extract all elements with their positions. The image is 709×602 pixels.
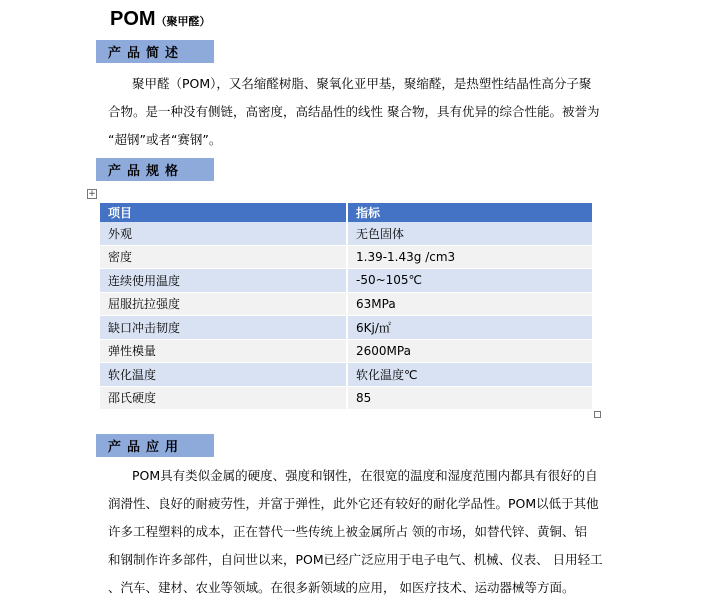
table-row [100, 339, 592, 363]
table-row [100, 269, 592, 293]
table-cell: 软化温度℃ [347, 363, 592, 387]
table-row [100, 386, 592, 410]
application-line-5: 、汽车、建材、农业等领域。在很多新领域的应用， 如医疗技术、运动器械等方面。 [108, 580, 575, 595]
intro-paragraph [108, 70, 608, 154]
spec-table [100, 203, 592, 410]
table-row [100, 363, 592, 387]
table-cell: 2600MPa [347, 339, 592, 363]
table-cell: -50~105℃ [347, 269, 592, 293]
section-heading-spec: 产品规格 [96, 158, 214, 181]
table-row [100, 316, 592, 340]
table-cell: 邵氏硬度 [100, 386, 347, 410]
table-header-row [100, 203, 592, 222]
table-row [100, 292, 592, 316]
move-icon[interactable]: + [88, 189, 96, 199]
table-cell: 1.39-1.43g /cm3 [347, 245, 592, 269]
section-heading-application: 产品应用 [96, 434, 214, 457]
application-line-1: POM具有类似金属的硬度、强度和钢性，在很宽的温度和湿度范围内都具有很好的自 [132, 468, 598, 483]
application-paragraph [108, 462, 608, 602]
table-cell: 85 [347, 386, 592, 410]
document-title [110, 8, 211, 31]
resize-icon[interactable] [594, 411, 601, 418]
table-cell: 密度 [100, 245, 347, 269]
title-main: POM [110, 8, 156, 30]
table-cell: 无色固体 [347, 222, 592, 245]
intro-line-1: 聚甲醛（POM），又名缩醛树脂、聚氧化亚甲基，聚缩醛，是热塑性结晶性高分子聚 [132, 76, 592, 91]
intro-line-2: 合物。是一种没有侧链，高密度，高结晶性的线性 聚合物，具有优异的综合性能。被誉为 [108, 104, 600, 119]
table-cell: 弹性模量 [100, 339, 347, 363]
table-cell: 软化温度 [100, 363, 347, 387]
title-sub: （聚甲醛） [155, 15, 211, 28]
table-cell: 连续使用温度 [100, 269, 347, 293]
table-cell: 6Kj/㎡ [347, 316, 592, 340]
table-row [100, 245, 592, 269]
application-line-2: 润滑性、良好的耐疲劳性，并富于弹性，此外它还有较好的耐化学品性。POM以低于其他 [108, 496, 599, 511]
table-row [100, 222, 592, 245]
section-heading-intro: 产品简述 [96, 40, 214, 63]
table-header-item: 项目 [100, 203, 347, 222]
table-header-value: 指标 [347, 203, 592, 222]
table-cell: 屈服抗拉强度 [100, 292, 347, 316]
table-cell: 外观 [100, 222, 347, 245]
application-line-4: 和钢制作许多部件，自问世以来，POM已经广泛应用于电子电气、机械、仪表、 日用轻工 [108, 552, 603, 567]
application-line-3: 许多工程塑料的成本，正在替代一些传统上被金属所占 领的市场，如替代锌、黄铜、铝 [108, 524, 587, 539]
table-cell: 63MPa [347, 292, 592, 316]
intro-line-3: “超钢”或者“赛钢”。 [108, 132, 222, 147]
table-cell: 缺口冲击韧度 [100, 316, 347, 340]
